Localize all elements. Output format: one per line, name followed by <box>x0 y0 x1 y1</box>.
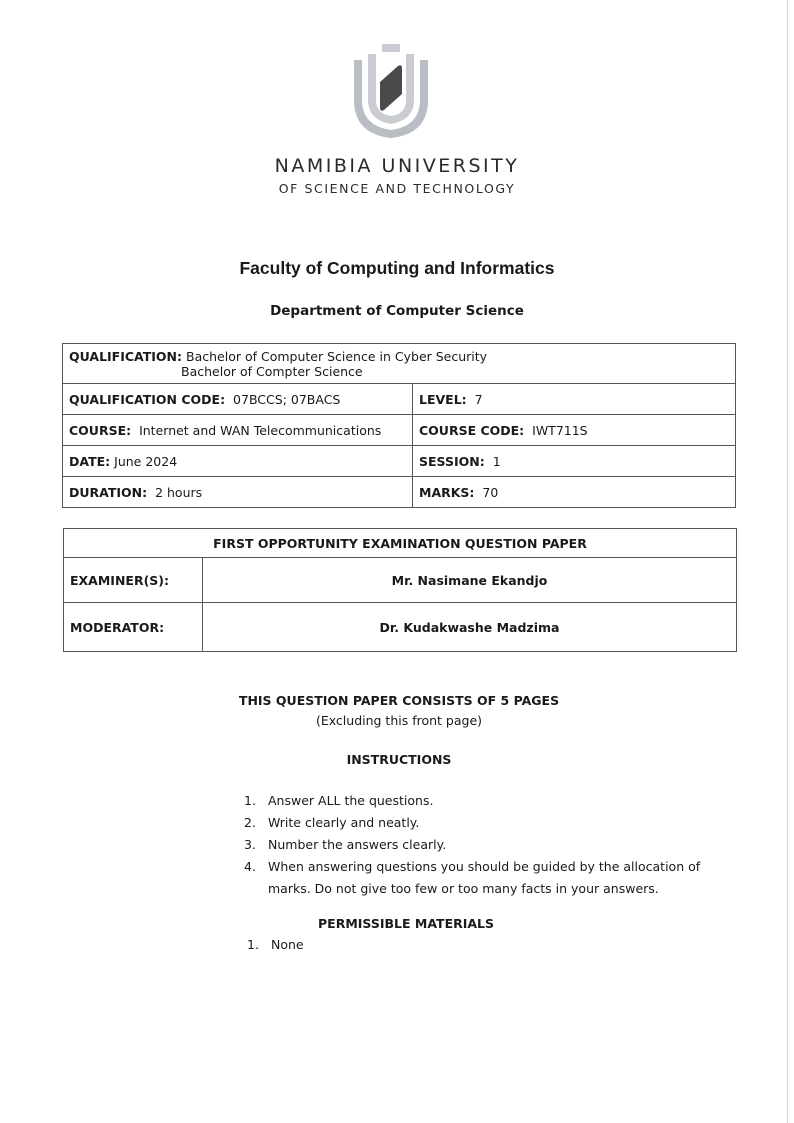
instructions-title: INSTRUCTIONS <box>346 752 452 767</box>
duration-cell <box>63 477 413 508</box>
faculty-title: Faculty of Computing and Informatics <box>239 258 555 278</box>
permissible-materials-title: PERMISSIBLE MATERIALS <box>318 916 495 931</box>
course-code-cell <box>413 415 736 446</box>
marks-cell <box>413 477 736 508</box>
level-label: LEVEL: <box>419 391 467 407</box>
level-cell <box>413 384 736 415</box>
duration-value: 2 hours <box>155 484 203 500</box>
qualification-code-label: QUALIFICATION CODE: <box>69 391 226 407</box>
permissible-number: 1. <box>247 937 259 952</box>
qualification-code-value: 07BCCS; 07BACS <box>233 391 341 407</box>
instruction-number: 1. <box>244 793 256 808</box>
list-item <box>247 937 304 952</box>
instruction-number: 2. <box>244 815 256 830</box>
instruction-text: Write clearly and neatly. <box>268 815 420 830</box>
instructions-list <box>244 790 714 900</box>
list-item <box>244 790 714 812</box>
permissible-text: None <box>271 937 304 952</box>
instruction-text: When answering questions you should be guided by the allocation of marks. Do not give too few or too many facts in your answers. <box>268 859 701 896</box>
excluding-note: (Excluding this front page) <box>315 713 483 728</box>
examiner-label: EXAMINER(S): <box>64 558 203 603</box>
course-code-value: IWT711S <box>532 422 588 438</box>
level-value: 7 <box>474 391 483 407</box>
session-cell <box>413 446 736 477</box>
exam-header: FIRST OPPORTUNITY EXAMINATION QUESTION PAPER <box>64 529 737 558</box>
course-value: Internet and WAN Telecommunications <box>139 422 382 438</box>
session-label: SESSION: <box>419 453 485 469</box>
instruction-text: Number the answers clearly. <box>268 837 447 852</box>
marks-value: 70 <box>482 484 499 500</box>
university-subtitle: OF SCIENCE AND TECHNOLOGY <box>278 181 516 196</box>
list-item <box>244 812 714 834</box>
list-item <box>244 834 714 856</box>
qualification-line2: Bachelor of Compter Science <box>181 363 363 379</box>
course-info-table <box>62 343 736 508</box>
instruction-number: 4. <box>244 859 256 874</box>
pages-note: THIS QUESTION PAPER CONSISTS OF 5 PAGES <box>238 693 560 708</box>
qualification-cell <box>63 344 736 384</box>
duration-label: DURATION: <box>69 484 148 500</box>
qualification-label: QUALIFICATION: <box>69 348 183 364</box>
date-cell <box>63 446 413 477</box>
session-value: 1 <box>492 453 501 469</box>
moderator-label: MODERATOR: <box>64 603 203 652</box>
department-title: Department of Computer Science <box>270 303 524 319</box>
marks-label: MARKS: <box>419 484 475 500</box>
list-item <box>244 856 714 900</box>
examination-table <box>63 528 737 652</box>
examiner-name: Mr. Nasimane Ekandjo <box>203 558 737 603</box>
moderator-name: Dr. Kudakwashe Madzima <box>203 603 737 652</box>
course-code-label: COURSE CODE: <box>419 422 525 438</box>
course-cell <box>63 415 413 446</box>
qualification-line1: Bachelor of Computer Science in Cyber Security <box>186 348 488 364</box>
instruction-number: 3. <box>244 837 256 852</box>
instruction-text: Answer ALL the questions. <box>268 793 434 808</box>
university-logo <box>346 42 436 142</box>
course-label: COURSE: <box>69 422 132 438</box>
university-name: NAMIBIA UNIVERSITY <box>274 155 520 177</box>
date-value: June 2024 <box>114 453 178 469</box>
qualification-code-cell <box>63 384 413 415</box>
date-label: DATE: <box>69 453 111 469</box>
